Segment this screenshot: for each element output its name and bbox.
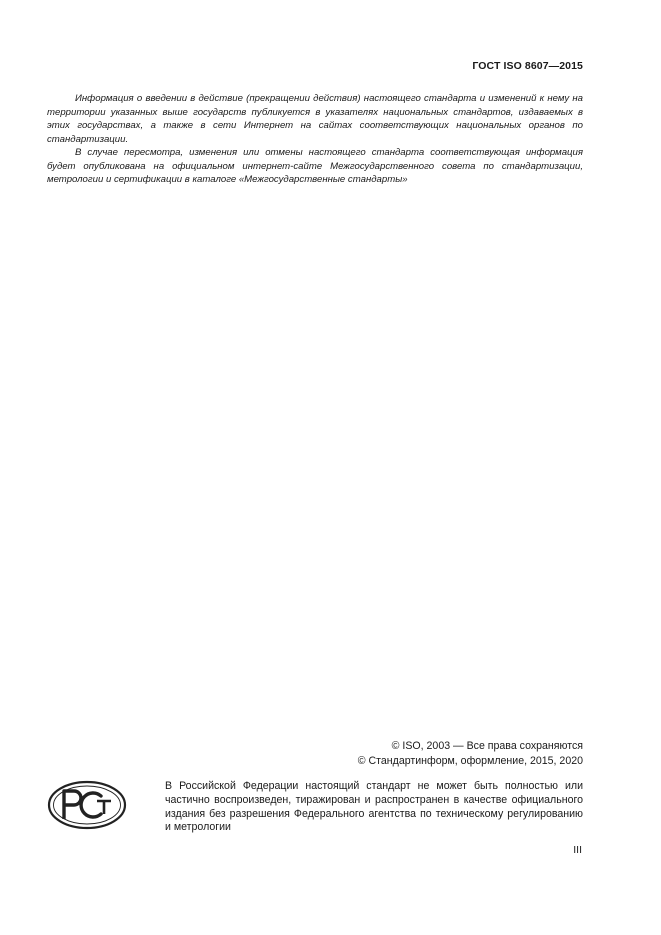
intro-paragraph-publication: Информация о введении в действие (прекращении действия) настоящего стандарта и изменений к нему на территории указанных выше государств публикуется в указателях национальных стандартов, издаваемых в этих государствах, а также в сети Интернет на сайтах соответствующих национальных органов по стандартизации. bbox=[47, 93, 583, 145]
copyright-block bbox=[358, 739, 583, 769]
intro-paragraph-revision: В случае пересмотра, изменения или отмены настоящего стандарта соответствующая информация будет опубликована на официальном интернет-сайте Межгосударственного совета по стандартизации, метрологии и сертификации в каталоге «Межгосударственные стандарты» bbox=[47, 147, 583, 185]
copyright-iso: © ISO, 2003 — Все права сохраняются bbox=[391, 740, 583, 752]
page-number: III bbox=[573, 844, 582, 856]
copyright-standartinform: © Стандартинформ, оформление, 2015, 2020 bbox=[357, 755, 583, 767]
reproduction-notice: В Российской Федерации настоящий стандарт не может быть полностью или частично воспроизведен, тиражирован и распространен в качестве официального издания без разрешения Федерального агентства по техническому регулированию и метрологии bbox=[165, 780, 583, 834]
standard-code: ГОСТ ISO 8607—2015 bbox=[472, 60, 583, 72]
rst-certification-mark-icon bbox=[47, 780, 127, 830]
intro-section bbox=[47, 92, 583, 187]
